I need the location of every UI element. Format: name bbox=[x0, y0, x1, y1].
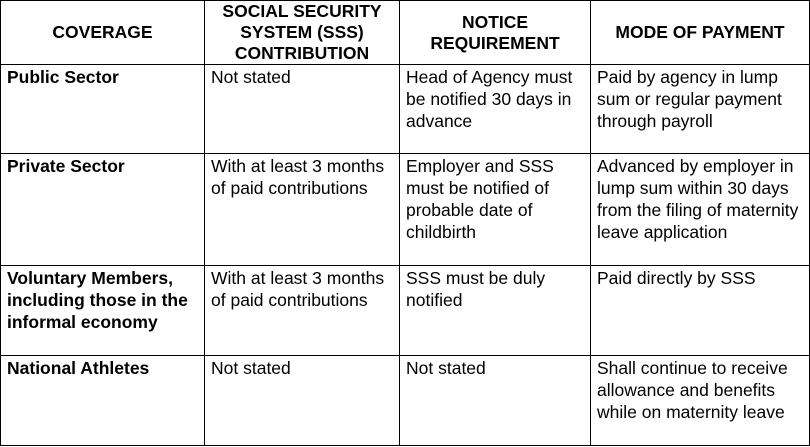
payment-cell: Shall continue to receive allowance and benefits while on maternity leave bbox=[591, 356, 810, 446]
header-notice-requirement: NOTICE REQUIREMENT bbox=[400, 1, 591, 65]
table-row bbox=[1, 65, 810, 154]
payment-cell: Paid by agency in lump sum or regular payment through payroll bbox=[591, 65, 810, 154]
header-mode-of-payment: MODE OF PAYMENT bbox=[591, 1, 810, 65]
table-row bbox=[1, 356, 810, 446]
contribution-cell: With at least 3 months of paid contributions bbox=[205, 266, 400, 356]
payment-cell: Advanced by employer in lump sum within 30 days from the filing of maternity leave application bbox=[591, 154, 810, 266]
notice-cell: Not stated bbox=[400, 356, 591, 446]
header-coverage: COVERAGE bbox=[1, 1, 205, 65]
contribution-cell: With at least 3 months of paid contributions bbox=[205, 154, 400, 266]
coverage-cell: Public Sector bbox=[1, 65, 205, 154]
notice-cell: Employer and SSS must be notified of probable date of childbirth bbox=[400, 154, 591, 266]
coverage-cell: Private Sector bbox=[1, 154, 205, 266]
contribution-cell: Not stated bbox=[205, 356, 400, 446]
table-row bbox=[1, 266, 810, 356]
table-row bbox=[1, 154, 810, 266]
contribution-cell: Not stated bbox=[205, 65, 400, 154]
coverage-cell: Voluntary Members, including those in the informal economy bbox=[1, 266, 205, 356]
payment-cell: Paid directly by SSS bbox=[591, 266, 810, 356]
table-body bbox=[1, 65, 810, 446]
header-row bbox=[1, 1, 810, 65]
notice-cell: SSS must be duly notified bbox=[400, 266, 591, 356]
table-header bbox=[1, 1, 810, 65]
header-sss-contribution: SOCIAL SECURITY SYSTEM (SSS) CONTRIBUTION bbox=[205, 1, 400, 65]
notice-cell: Head of Agency must be notified 30 days in advance bbox=[400, 65, 591, 154]
coverage-cell: National Athletes bbox=[1, 356, 205, 446]
